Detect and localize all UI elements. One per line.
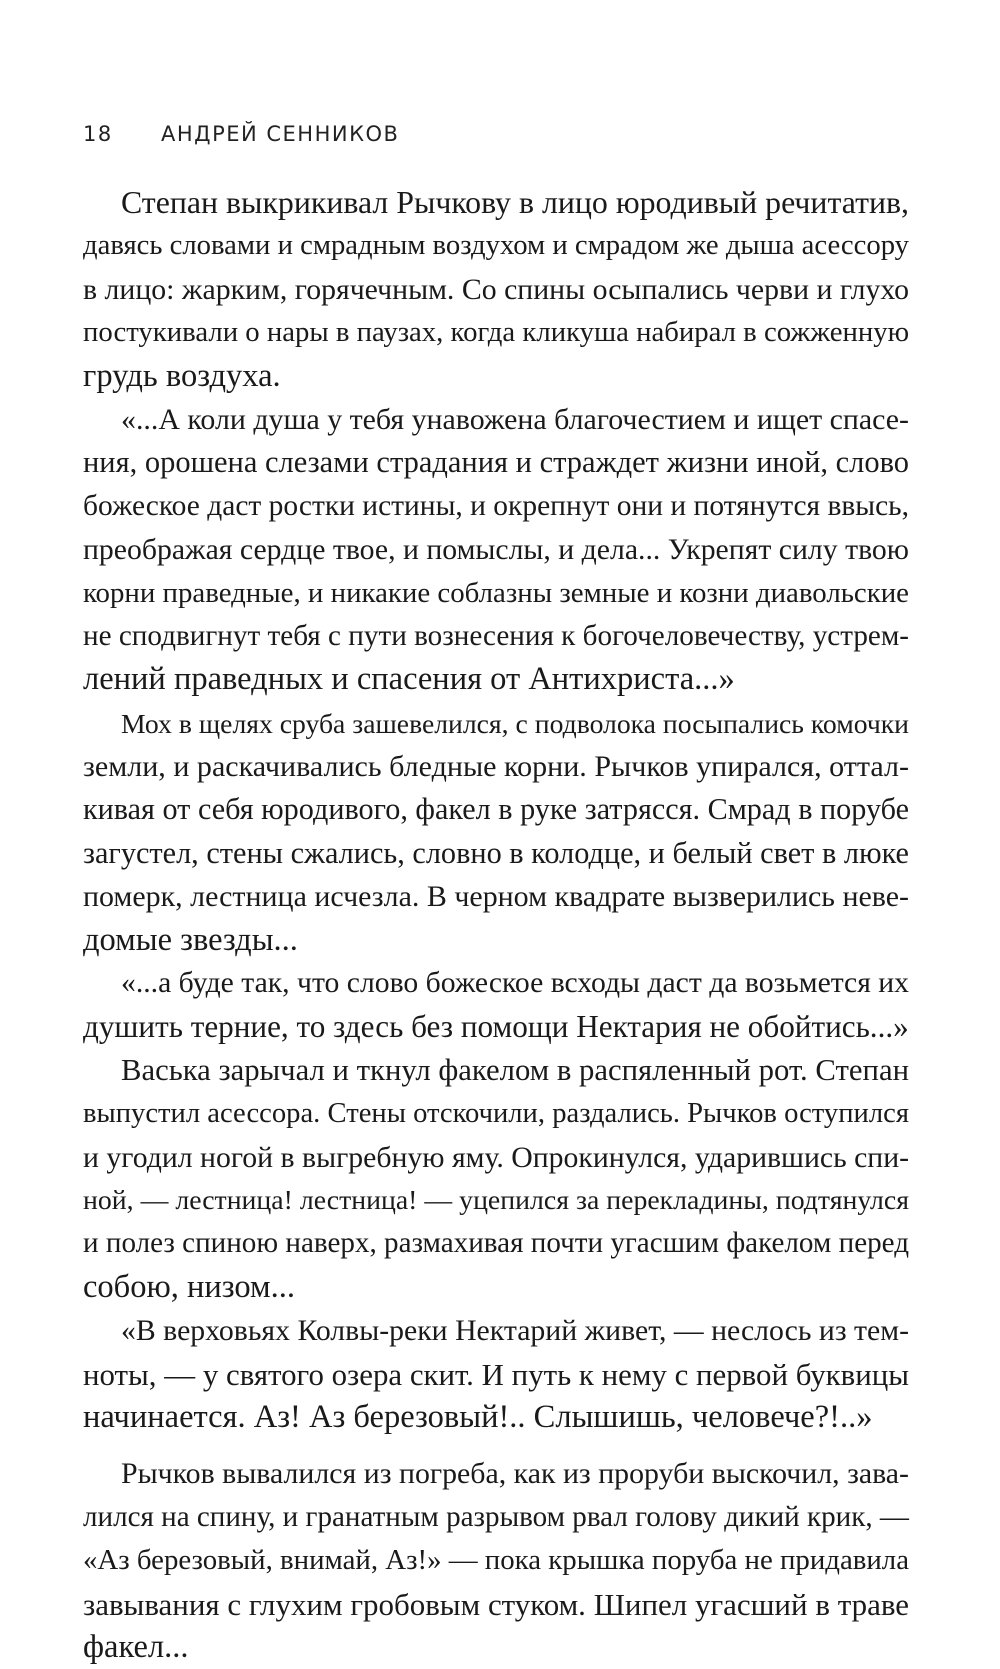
body-text bbox=[83, 181, 909, 1669]
text-line: кивая от себя юродивого, факел в руке затрясся. Смрад в порубе bbox=[83, 792, 909, 827]
text-line: завывания с глухим гробовым стуком. Шипел угасший в траве bbox=[83, 1586, 909, 1622]
text-line: собою, низом... bbox=[83, 1268, 295, 1305]
text-line: в лицо: жарким, горячечным. Со спины осыпались черви и глухо bbox=[83, 272, 909, 306]
page-number: 18 bbox=[83, 122, 113, 146]
text-line: Рычков вывалился из погреба, как из проруби выскочил, зава- bbox=[121, 1457, 909, 1491]
running-header bbox=[83, 122, 399, 146]
text-line: корни праведные, и никакие соблазны земные и козни диавольские bbox=[83, 576, 909, 609]
text-line: лений праведных и спасения от Антихриста...» bbox=[83, 661, 735, 698]
text-line: ной, — лестница! лестница! — уцепился за перекладины, подтянулся bbox=[83, 1184, 909, 1216]
author-name: АНДРЕЙ СЕННИКОВ bbox=[161, 122, 400, 146]
text-line: грудь воздуха. bbox=[83, 357, 281, 394]
paragraph-gap bbox=[83, 1439, 909, 1452]
text-line: домые звезды... bbox=[83, 921, 298, 958]
text-line: душить терние, то здесь без помощи Нектария не обойтись...» bbox=[83, 1009, 909, 1045]
text-line: земли, и раскачивались бледные корни. Рычков упирался, оттал- bbox=[83, 749, 909, 784]
text-line: «...а буде так, что слово божеское всходы даст да возьмется их bbox=[121, 967, 909, 1000]
text-line: постукивали о нары в паузах, когда кликуша набирал в сожженную bbox=[83, 316, 910, 349]
text-line: начинается. Аз! Аз березовый!.. Слышишь, человече?!..» bbox=[83, 1398, 873, 1435]
text-line: и полез спиною наверх, размахивая почти угасшим факелом перед bbox=[83, 1227, 909, 1260]
text-line: померк, лестница исчезла. В черном квадрате вызверились неве- bbox=[83, 880, 909, 914]
text-line: «В верховьях Колвы-реки Нектарий живет, — неслось из тем- bbox=[121, 1314, 909, 1348]
text-line: преображая сердце твое, и помыслы, и дела... Укрепят силу твою bbox=[83, 533, 909, 567]
text-line: выпустил асессора. Стены отскочили, раздались. Рычков оступился bbox=[83, 1098, 909, 1130]
text-line: «Аз березовый, внимай, Аз!» — пока крышка поруба не придавила bbox=[83, 1544, 909, 1577]
text-line: не сподвигнут тебя с пути вознесения к богочеловечеству, устрем- bbox=[83, 619, 909, 652]
text-line: «...А коли душа у тебя унавожена благочестием и ищет спасе- bbox=[121, 402, 909, 436]
text-line: давясь словами и смрадным воздухом и смрадом же дыша асессору bbox=[83, 229, 909, 262]
text-line: Степан выкрикивал Рычкову в лицо юродивый речитатив, bbox=[121, 185, 909, 220]
text-line: и угодил ногой в выгребную яму. Опрокинулся, ударившись спи- bbox=[83, 1140, 910, 1174]
text-line: Васька зарычал и ткнул факелом в распяленный рот. Степан bbox=[121, 1052, 909, 1087]
text-line: ния, орошена слезами страдания и страждет жизни иной, слово bbox=[83, 445, 909, 480]
text-line: загустел, стены сжались, словно в колодце, и белый свет в люке bbox=[83, 835, 909, 870]
text-line: Мох в щелях сруба зашевелился, с подволока посыпались комочки bbox=[121, 707, 909, 739]
text-line: факел... bbox=[83, 1628, 189, 1665]
text-line: лился на спину, и гранатным разрывом рвал голову дикий крик, — bbox=[83, 1500, 909, 1533]
text-line: ноты, — у святого озера скит. И путь к нему с первой буквицы bbox=[83, 1356, 909, 1392]
text-line: божеское даст ростки истины, и окрепнут они и потянутся ввысь, bbox=[83, 489, 909, 522]
